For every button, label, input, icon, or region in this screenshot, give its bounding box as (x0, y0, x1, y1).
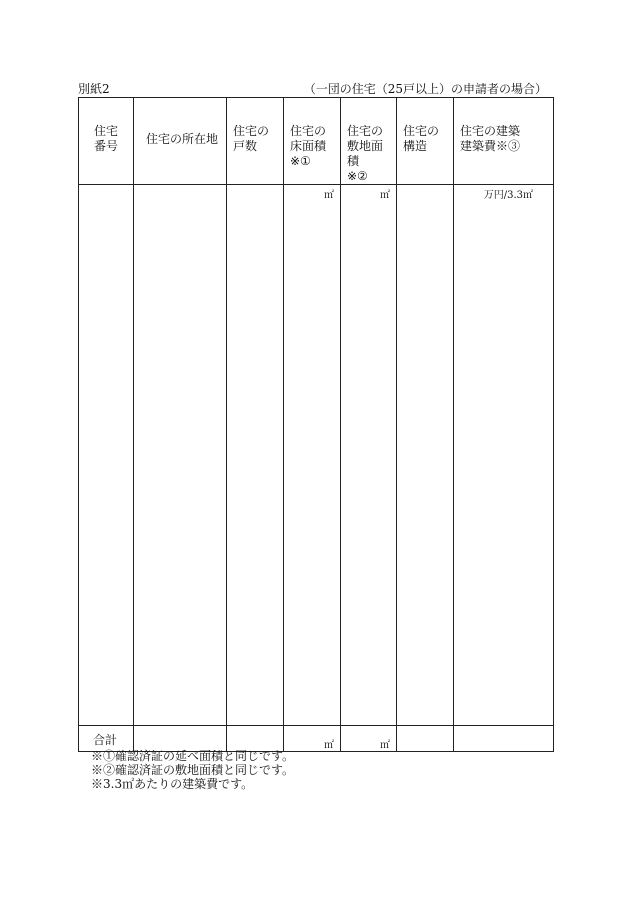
header-cell-floor-area (284, 98, 341, 185)
header-cost: 住宅の建築 建築費※③ (460, 124, 521, 153)
housing-table (78, 97, 554, 752)
footnote-cost: ※3.3㎡あたりの建築費です。 (91, 777, 254, 791)
footnote-site-area: ※②確認済証の敷地面積と同じです。 (91, 763, 295, 777)
cell-floor-area[interactable] (284, 185, 341, 726)
table-body-row (79, 185, 554, 726)
total-floor-area-unit: ㎡ (324, 740, 334, 751)
cell-number[interactable] (79, 185, 134, 726)
total-floor-area-cell[interactable] (284, 726, 341, 752)
header-structure: 住宅の 構造 (403, 124, 440, 153)
form-subtitle: （一団の住宅（25戸以上）の申請者の場合） (303, 82, 547, 96)
header-site-area: 住宅の 敷地面積 ※② (347, 124, 384, 183)
cell-site-area[interactable] (341, 185, 397, 726)
total-location-cell[interactable] (134, 726, 227, 752)
total-label: 合計 (93, 733, 118, 747)
total-units-cell[interactable] (227, 726, 284, 752)
total-structure-cell[interactable] (397, 726, 454, 752)
footnote-floor-area: ※①確認済証の延べ面積と同じです。 (91, 749, 295, 763)
header-units: 住宅の 戸数 (233, 124, 270, 153)
total-site-area-unit: ㎡ (380, 740, 390, 751)
header-cell-structure (397, 98, 454, 185)
header-location: 住宅の所在地 (146, 132, 219, 146)
table-header-row (79, 98, 554, 185)
cell-structure[interactable] (397, 185, 454, 726)
header-cell-site-area (341, 98, 397, 185)
header-cell-units (227, 98, 284, 185)
form-label: 別紙2 (78, 82, 110, 96)
total-cost-cell[interactable] (454, 726, 554, 752)
header-floor-area: 住宅の 床面積 ※① (290, 124, 327, 168)
footnotes (91, 749, 294, 791)
header-cell-number (79, 98, 134, 185)
header-cell-cost (454, 98, 554, 185)
floor-area-unit: ㎡ (324, 190, 334, 201)
total-label-cell (79, 726, 134, 752)
cell-cost[interactable] (454, 185, 554, 726)
header-number: 住宅 番号 (93, 124, 118, 153)
total-site-area-cell[interactable] (341, 726, 397, 752)
header-cell-location (134, 98, 227, 185)
site-area-unit: ㎡ (380, 190, 390, 201)
cell-units[interactable] (227, 185, 284, 726)
cost-unit: 万円/3.3㎡ (483, 190, 533, 201)
cell-location[interactable] (134, 185, 227, 726)
table-total-row (79, 726, 554, 752)
